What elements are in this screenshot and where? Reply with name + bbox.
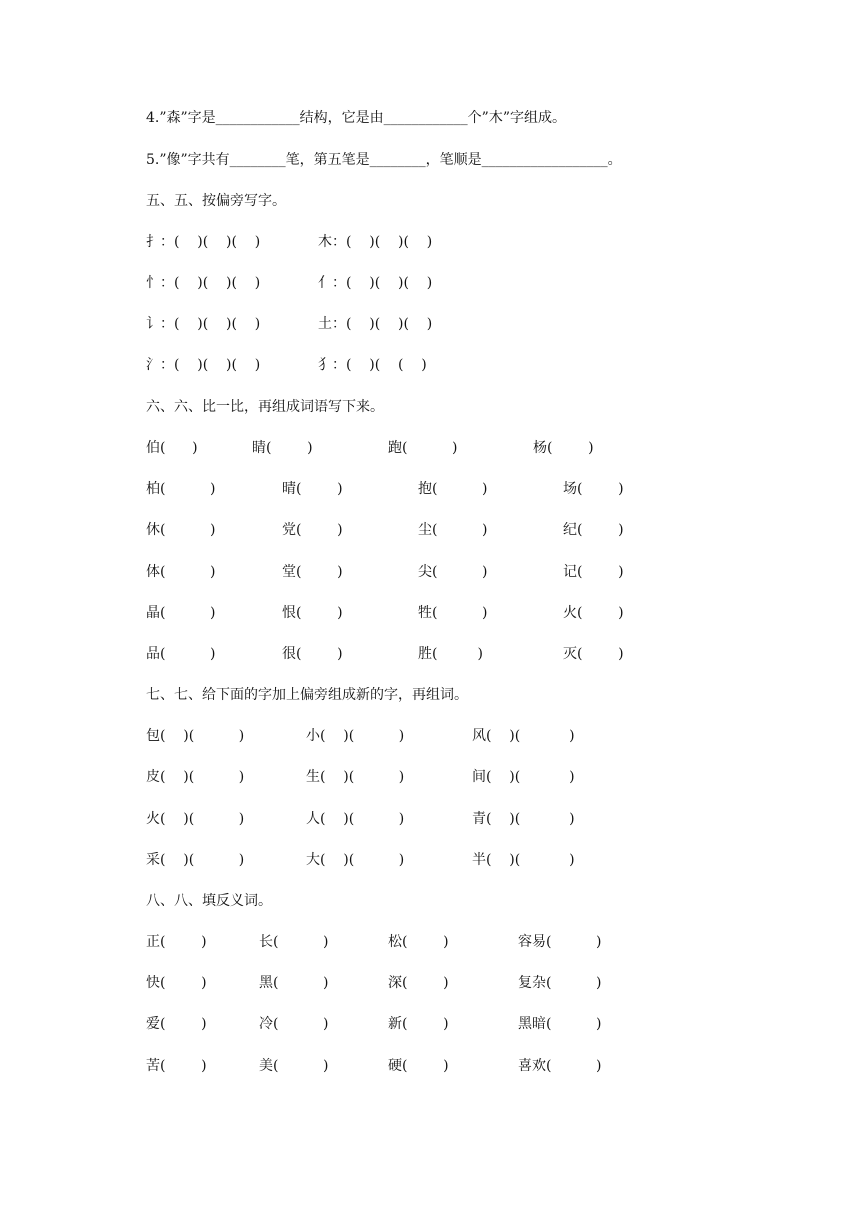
compare-item: 火( ): [563, 605, 624, 621]
radical-add-item: 青( )( ): [472, 811, 575, 827]
radical-add-item: 包( )( ): [146, 728, 245, 744]
compare-item: 灭( ): [563, 646, 624, 662]
compare-item: 尘( ): [418, 522, 488, 538]
antonym-item: 硬( ): [388, 1058, 449, 1074]
compare-item: 党( ): [282, 522, 343, 538]
compare-item: 恨( ): [282, 605, 343, 621]
antonym-item: 冷( ): [259, 1016, 329, 1032]
compare-item: 休( ): [146, 522, 216, 538]
compare-item: 杨( ): [533, 440, 594, 456]
compare-item: 纪( ): [563, 522, 624, 538]
compare-item: 晴( ): [282, 481, 343, 497]
radical-add-item: 半( )( ): [472, 852, 575, 868]
antonym-item: 快( ): [146, 975, 207, 991]
section-5-heading: 五、五、按偏旁写字。: [146, 193, 286, 209]
compare-item: 体( ): [146, 564, 216, 580]
section-6-heading: 六、六、比一比，再组成词语写下来。: [146, 399, 384, 415]
antonym-item: 深( ): [388, 975, 449, 991]
radical-add-item: 皮( )( ): [146, 769, 245, 785]
compare-item: 场( ): [563, 481, 624, 497]
antonym-item: 复杂( ): [518, 975, 602, 991]
compare-item: 尖( ): [418, 564, 488, 580]
question-4: 4.”森”字是____________结构，它是由____________个”木”字组成。: [146, 110, 566, 126]
compare-item: 品( ): [146, 646, 216, 662]
radical-row-3-right: 土：( )( )( ): [318, 316, 433, 332]
radical-add-item: 小( )( ): [306, 728, 405, 744]
radical-row-4-left: 氵：( )( )( ): [146, 357, 261, 373]
radical-row-3-left: 讠：( )( )( ): [146, 316, 261, 332]
radical-row-2-right: 亻：( )( )( ): [318, 275, 433, 291]
compare-item: 柏( ): [146, 481, 216, 497]
antonym-item: 黑暗( ): [518, 1016, 602, 1032]
compare-item: 跑( ): [388, 440, 458, 456]
compare-item: 晶( ): [146, 605, 216, 621]
antonym-item: 黑( ): [259, 975, 329, 991]
antonym-item: 长( ): [259, 934, 329, 950]
antonym-item: 正( ): [146, 934, 207, 950]
section-8-heading: 八、八、填反义词。: [146, 893, 272, 909]
radical-row-2-left: 忄：( )( )( ): [146, 275, 261, 291]
antonym-item: 喜欢( ): [518, 1058, 602, 1074]
compare-item: 堂( ): [282, 564, 343, 580]
radical-row-1-right: 木：( )( )( ): [318, 234, 433, 250]
compare-item: 抱( ): [418, 481, 488, 497]
question-5: 5.”像”字共有________笔，第五笔是________，笔顺是__________________。: [146, 152, 622, 168]
radical-add-item: 风( )( ): [472, 728, 575, 744]
radical-add-item: 采( )( ): [146, 852, 245, 868]
radical-row-4-right: 犭：( )( ( ): [318, 357, 427, 373]
compare-item: 牲( ): [418, 605, 488, 621]
radical-add-item: 大( )( ): [306, 852, 405, 868]
section-7-heading: 七、七、给下面的字加上偏旁组成新的字，再组词。: [146, 687, 468, 703]
compare-item: 很( ): [282, 646, 343, 662]
radical-add-item: 间( )( ): [472, 769, 575, 785]
antonym-item: 苦( ): [146, 1058, 207, 1074]
radical-add-item: 火( )( ): [146, 811, 245, 827]
antonym-item: 新( ): [388, 1016, 449, 1032]
antonym-item: 爱( ): [146, 1016, 207, 1032]
radical-add-item: 人( )( ): [306, 811, 405, 827]
antonym-item: 容易( ): [518, 934, 602, 950]
antonym-item: 松( ): [388, 934, 449, 950]
compare-item: 睛( ): [252, 440, 313, 456]
radical-row-1-left: 扌：( )( )( ): [146, 234, 261, 250]
compare-item: 记( ): [563, 564, 624, 580]
compare-item: 胜( ): [418, 646, 483, 662]
compare-item: 伯( ): [146, 440, 198, 456]
antonym-item: 美( ): [259, 1058, 329, 1074]
radical-add-item: 生( )( ): [306, 769, 405, 785]
